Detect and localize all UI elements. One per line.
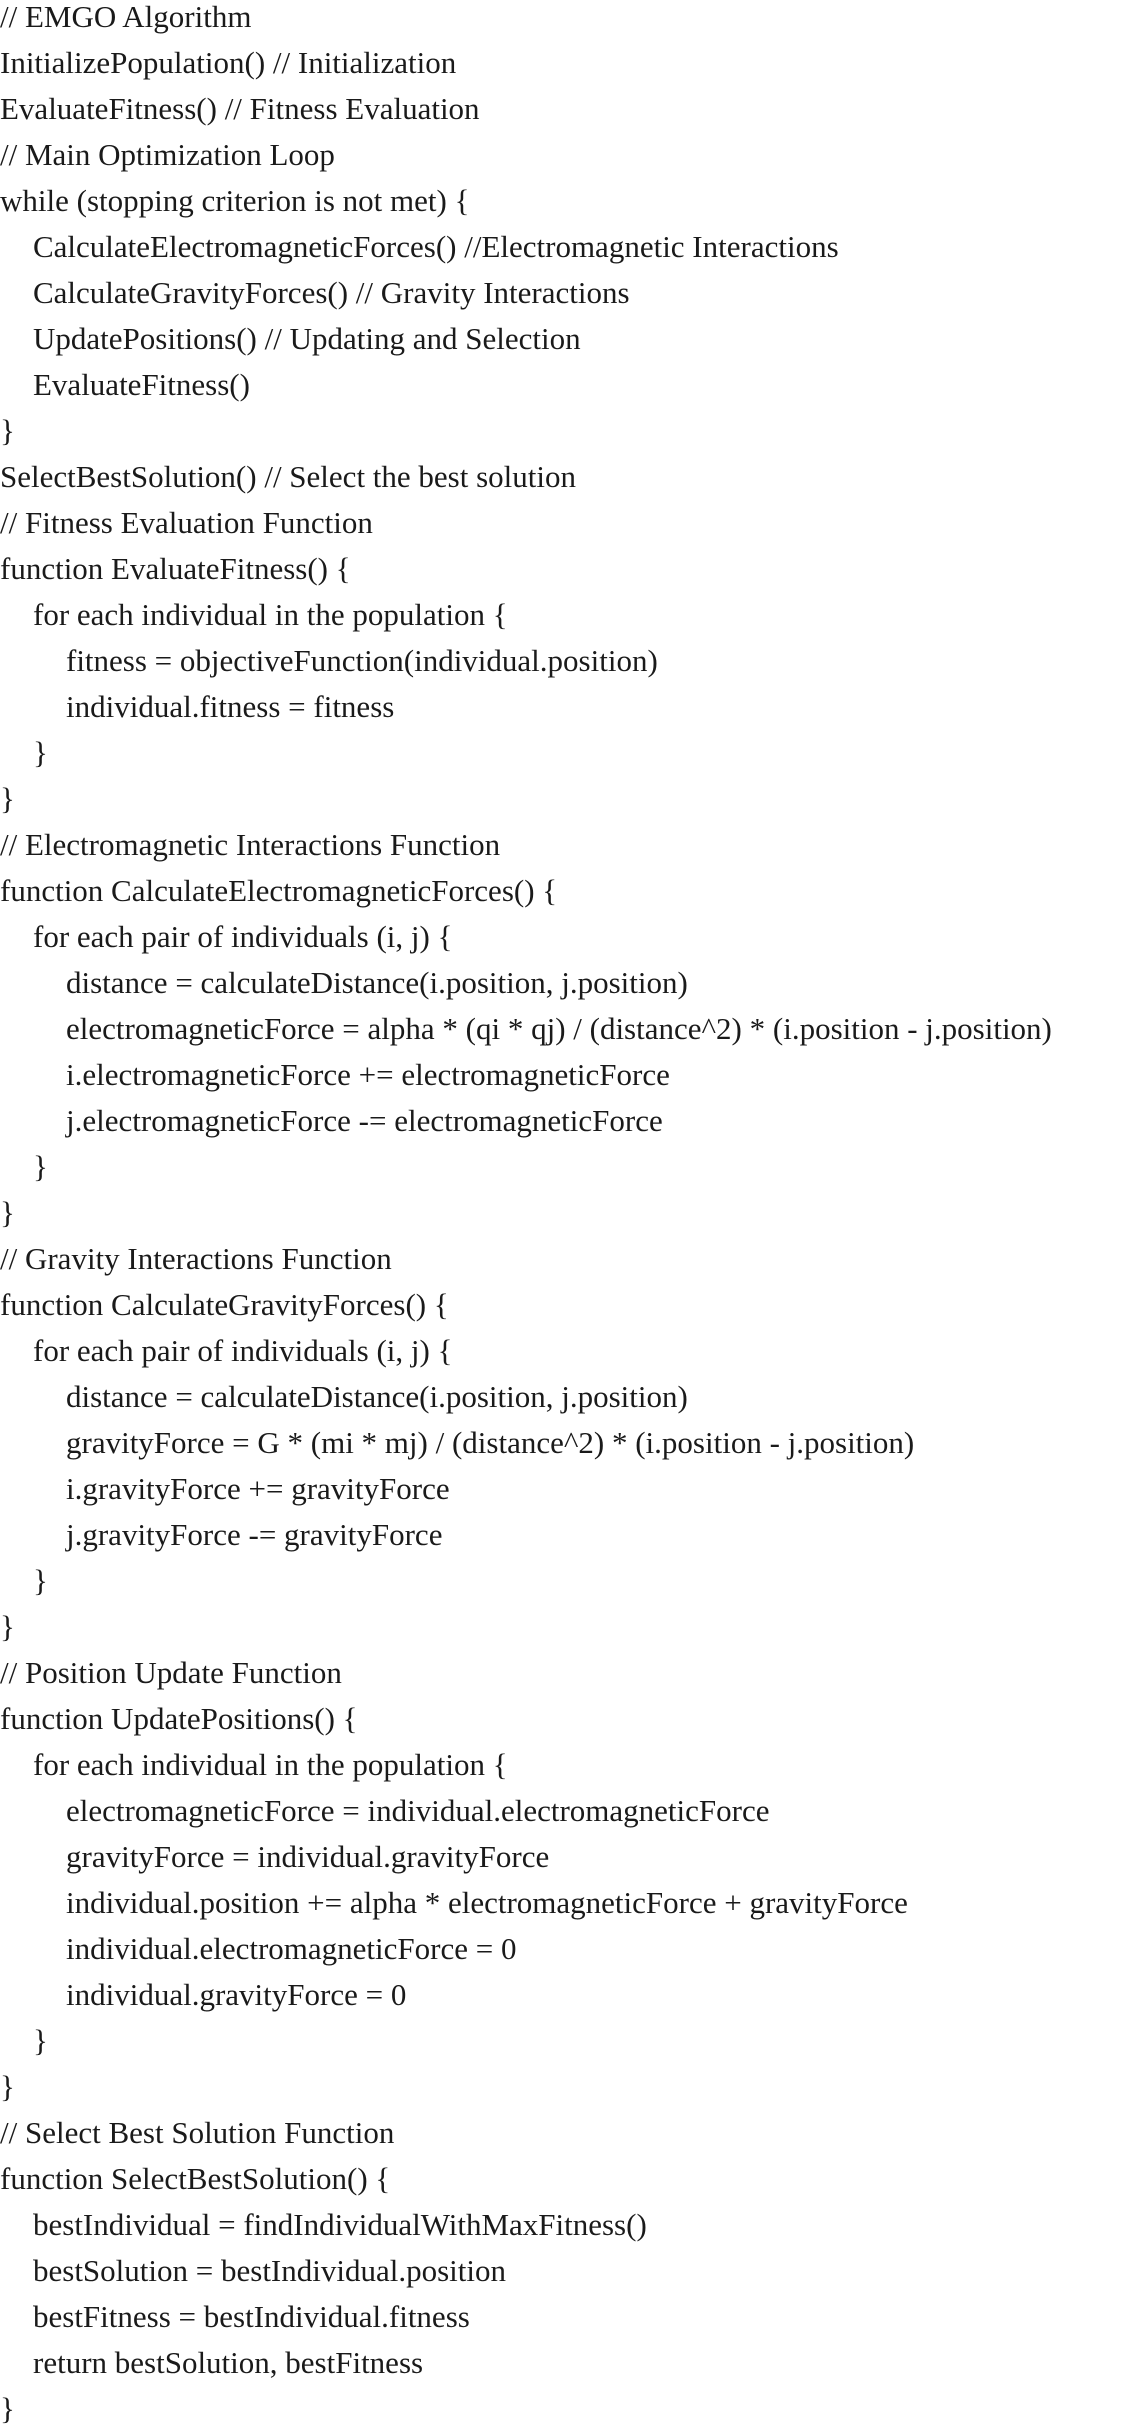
code-line: while (stopping criterion is not met) {: [0, 183, 470, 218]
code-line: }: [0, 413, 15, 448]
code-line: // Select Best Solution Function: [0, 2115, 395, 2150]
code-line: return bestSolution, bestFitness: [33, 2345, 424, 2380]
code-line: // Fitness Evaluation Function: [0, 505, 373, 540]
code-line: }: [0, 2069, 15, 2104]
code-line: individual.fitness = fitness: [66, 689, 395, 724]
code-line: electromagneticForce = alpha * (qi * qj) / (distance^2) * (i.position - j.position): [66, 1011, 1052, 1046]
code-line: }: [0, 2391, 15, 2426]
code-line: bestSolution = bestIndividual.position: [33, 2253, 507, 2288]
code-line: individual.position += alpha * electromagneticForce + gravityForce: [66, 1885, 908, 1920]
code-line: SelectBestSolution() // Select the best solution: [0, 459, 577, 494]
code-line: // Main Optimization Loop: [0, 137, 335, 172]
code-line: individual.electromagneticForce = 0: [66, 1931, 517, 1966]
code-line: function EvaluateFitness() {: [0, 551, 351, 586]
code-line: }: [0, 781, 15, 816]
code-line: function CalculateGravityForces() {: [0, 1287, 449, 1322]
code-line: distance = calculateDistance(i.position, j.position): [66, 1379, 688, 1414]
code-line: j.electromagneticForce -= electromagneticForce: [66, 1103, 663, 1138]
code-line: }: [33, 2023, 48, 2058]
code-line: i.gravityForce += gravityForce: [66, 1471, 450, 1506]
code-line: }: [33, 735, 48, 770]
code-line: for each pair of individuals (i, j) {: [33, 919, 453, 954]
code-line: i.electromagneticForce += electromagneticForce: [66, 1057, 670, 1092]
code-line: function CalculateElectromagneticForces() {: [0, 873, 558, 908]
code-line: individual.gravityForce = 0: [66, 1977, 407, 2012]
code-line: }: [33, 1149, 48, 1184]
code-line: EvaluateFitness(): [33, 367, 250, 402]
code-line: bestFitness = bestIndividual.fitness: [33, 2299, 470, 2334]
code-line: InitializePopulation() // Initialization: [0, 45, 457, 80]
code-line: j.gravityForce -= gravityForce: [66, 1517, 443, 1552]
code-line: }: [0, 1195, 15, 1230]
code-line: distance = calculateDistance(i.position, j.position): [66, 965, 688, 1000]
code-line: function SelectBestSolution() {: [0, 2161, 391, 2196]
code-line: CalculateElectromagneticForces() //Electromagnetic Interactions: [33, 229, 839, 264]
code-line: for each pair of individuals (i, j) {: [33, 1333, 453, 1368]
code-line: gravityForce = individual.gravityForce: [66, 1839, 550, 1874]
code-line: bestIndividual = findIndividualWithMaxFitness(): [33, 2207, 647, 2242]
code-line: // EMGO Algorithm: [0, 0, 252, 34]
code-line: // Position Update Function: [0, 1655, 342, 1690]
code-line: for each individual in the population {: [33, 597, 508, 632]
code-line: UpdatePositions() // Updating and Selection: [33, 321, 581, 356]
code-line: for each individual in the population {: [33, 1747, 508, 1782]
code-line: // Electromagnetic Interactions Function: [0, 827, 501, 862]
code-line: // Gravity Interactions Function: [0, 1241, 392, 1276]
code-line: }: [0, 1609, 15, 1644]
code-line: }: [33, 1563, 48, 1598]
code-line: electromagneticForce = individual.electromagneticForce: [66, 1793, 770, 1828]
code-line: gravityForce = G * (mi * mj) / (distance^2) * (i.position - j.position): [66, 1425, 915, 1460]
code-line: EvaluateFitness() // Fitness Evaluation: [0, 91, 480, 126]
code-line: CalculateGravityForces() // Gravity Interactions: [33, 275, 630, 310]
code-line: function UpdatePositions() {: [0, 1701, 358, 1736]
code-line: fitness = objectiveFunction(individual.position): [66, 643, 658, 678]
